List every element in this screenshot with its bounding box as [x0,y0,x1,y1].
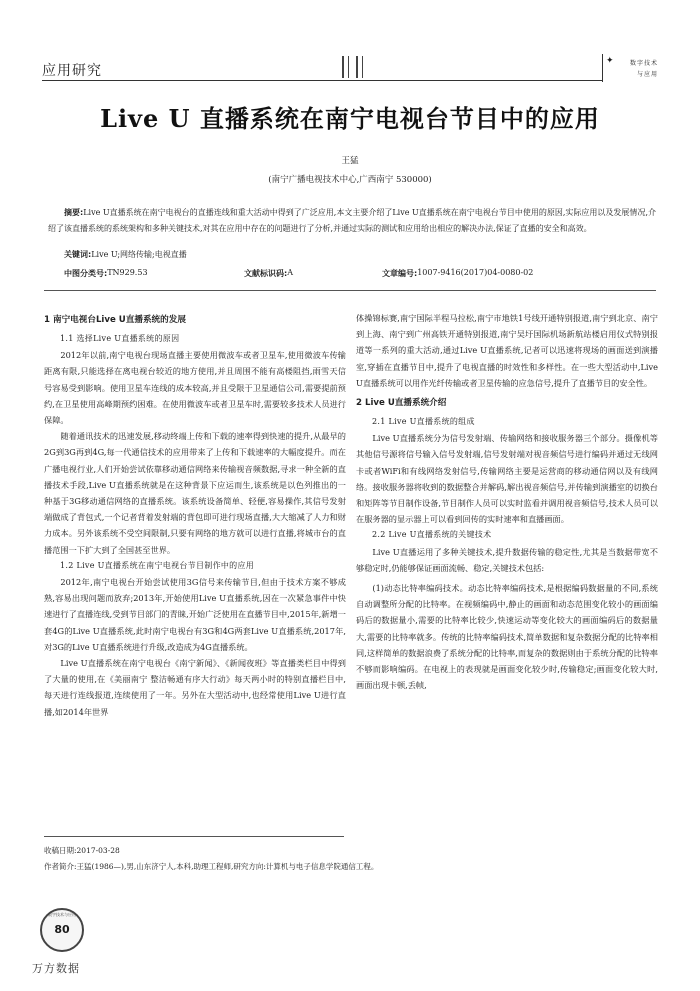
clc-label: 中图分类号: [64,269,108,278]
article-title: Live U 直播系统在南宁电视台节目中的应用 [100,104,600,133]
section-2-heading: 2 Live U直播系统介绍 [356,398,447,409]
section-1-1-heading: 1.1 选择Live U直播系统的原因 [60,334,180,343]
doc-label: 文献标识码: [244,269,288,278]
journal-logo-line2: 与应用 [636,71,658,78]
abstract-text: Live U直播系统在南宁电视台的直播连线和重大活动中得到了广泛应用,本文主要介绍了Live U直播系统在南宁电视台节目中使用的原因,实际应用以及发展情况,介绍了该直播系统的系统架构和多种关键技术,对其在应用中存在的问题进行了分析,并通过实际的测试和应用给出相应的解决办法,保证了直播的安全和高效。 [48,208,656,233]
journal-logo-icon: ✦ [606,56,614,66]
source-watermark: 万方数据 [32,962,80,975]
author-affiliation: (南宁广播电视技术中心,广西南宁 530000) [268,175,432,185]
section-label: 应用研究 [42,63,102,79]
paragraph: Live U直播系统在南宁电视台《南宁新闻》、《新闻夜班》等直播类栏目中得到了大量的使用,在《美丽南宁 整洁畅通有序大行动》每天两小时的特别直播栏目中,每天进行连线报道,连续使用了一年。另外在大型活动中,也经常使用Live U进行直播,如2014年世界 [44,658,346,717]
abstract [48,205,656,236]
paragraph: Live U直播系统分为信号发射端、传输网络和接收服务器三个部分。摄像机等其他信号源将信号输入信号发射端,信号发射端对视音频信号进行编码并通过无线网卡或者WiFi和有线网络发射信号,传输网络主要是运营商的移动通信网以及有线网络。接收服务器将收到的数据整合并解码,解出视音频信号,并传输到演播室的切换台和矩阵等节目制作设备,节目制作人员可以实时监看并调用视音频信号,技术人员可以在服务器的显示器上可以看到回传的实时速率和直播画面。 [356,433,658,525]
page-number-badge [40,908,84,952]
paragraph: (1)动态比特率编码技术。动态比特率编码技术,是根据编码数据量的不同,系统自动调整所分配的比特率。在视频编码中,静止的画面和动态范围变化较小的画面编码后的数据量小,需要的比特率比较少,快速运动等变化较大的画面编码后的数据量大,需要的比特率就多。传统的比特率编码技术,简单数据和复杂数据分配的比特率相同,这样简单的数据浪费了系统分配的比特率,而复杂的数据则由于系统分配的比特率不够而影响编码。在电视上的表现就是画面变化较少时,传输稳定;画面变化较大时,画面出现卡顿,丢帧, [356,583,658,691]
clc-value: TN929.53 [107,268,148,277]
keywords-label: 关键词: [64,250,92,259]
section-1-2-heading: 1.2 Live U直播系统在南宁电视台节目制作中的应用 [60,560,255,570]
paragraph: Live U直播运用了多种关键技术,提升数据传输的稳定性,尤其是当数据带宽不够稳定时,仍能够保证画面流畅、稳定,关键技术包括: [356,546,658,573]
author-bio: 作者简介:王猛(1986—),男,山东济宁人,本科,助理工程师,研究方向:计算机与电子信息学院通信工程。 [44,862,379,871]
journal-logo-line1: 数字技术 [629,60,658,67]
author-name: 王猛 [341,156,359,166]
section-1-heading: 1 南宁电视台Live U直播系统的发展 [44,315,186,325]
footnote-rule [44,836,344,837]
journal-logo [602,54,662,82]
page-number: 80 [54,923,70,936]
received-date: 收稿日期:2017-03-28 [44,846,120,855]
abstract-rule [44,290,656,291]
paragraph: 2012年,南宁电视台开始尝试使用3G信号来传输节目,但由于技术方案不够成熟,容易出现问题而放弃;2013年,开始使用Live U直播系统,因在一次紧急事件中快速进行了直播连线,受到节目部门的青睐,开始广泛使用在直播节目中,2015年,新增一套4G的Live U直播系统,此时南宁电视台有3G和4G两套Live U直播系统,2017年,对3G的Live U直播系统进行升级,改造成为4G直播系统。 [44,577,346,652]
page-header [42,48,662,86]
header-rule [42,80,602,81]
paragraph: 体操锦标赛,南宁国际半程马拉松,南宁市地铁1号线开通特别报道,南宁到北京、南宁到上海、南宁到广州高铁开通特别报道,南宁吴圩国际机场新航站楼启用仪式特别报道等一系列的重大活动,通过Live U直播系统,记者可以迅速将现场的画面送到演播室,穿插在直播节目中,提升了电视直播的时效性和多样性。在一些大型活动中,Live U直播系统可以用作光纤传输或者卫星传输的应急信号,提升了直播节目的安全性。 [356,313,658,388]
paragraph: 随着通讯技术的迅速发展,移动终端上传和下载的速率得到快速的提升,从最早的2G到3G再到4G,每一代通信技术的应用带来了上传和下载速率的大幅度提升。而在广播电视行业,人们开始尝试依靠移动通信网络来传输视音频数据,寻求一种全新的直播技术手段,Live U直播系统就是在这种背景下应运而生,该系统是以色列推出的一种基于3G移动通信网络的直播系统。该系统设备简单、轻便,容易操作,其信号发射端做成了背包式,一个记者背着发射端的背包即可进行现场直播,大大缩减了人力和财力成本。另外该系统不受空间限制,只要有网络的地方就可以进行直播,将城市台的直播范围一下扩大到了全国甚至世界。 [44,431,346,555]
article-number-label: 文章编号: [382,269,418,278]
article-number-value: 1007-9416(2017)04-0080-02 [417,268,534,277]
abstract-label: 摘要: [64,208,84,217]
left-column [44,312,346,720]
keywords [64,249,187,260]
header-decoration [342,56,364,78]
paragraph: 2012年以前,南宁电视台现场直播主要使用微波车或者卫星车,使用微波车传输距离有限,只能选择在离电视台较近的地方使用,并且周围不能有高楼阻挡,雨雪天信号容易受到影响。使用卫星车连线的成本较高,并且受限于卫星通信公司,需要提前预约,在卫星使用高峰期预约困难。在使用微波车或者卫星车时,需要较多技术人员进行保障。 [44,350,346,426]
keywords-text: Live U;网络传输;电视直播 [91,250,187,259]
section-2-1-heading: 2.1 Live U直播系统的组成 [372,417,475,427]
doc-value: A [287,268,293,277]
section-2-2-heading: 2.2 Live U直播系统的关键技术 [372,530,492,540]
page-badge-ring-text: 数字技术与应用 [48,912,76,917]
right-column [356,310,658,693]
